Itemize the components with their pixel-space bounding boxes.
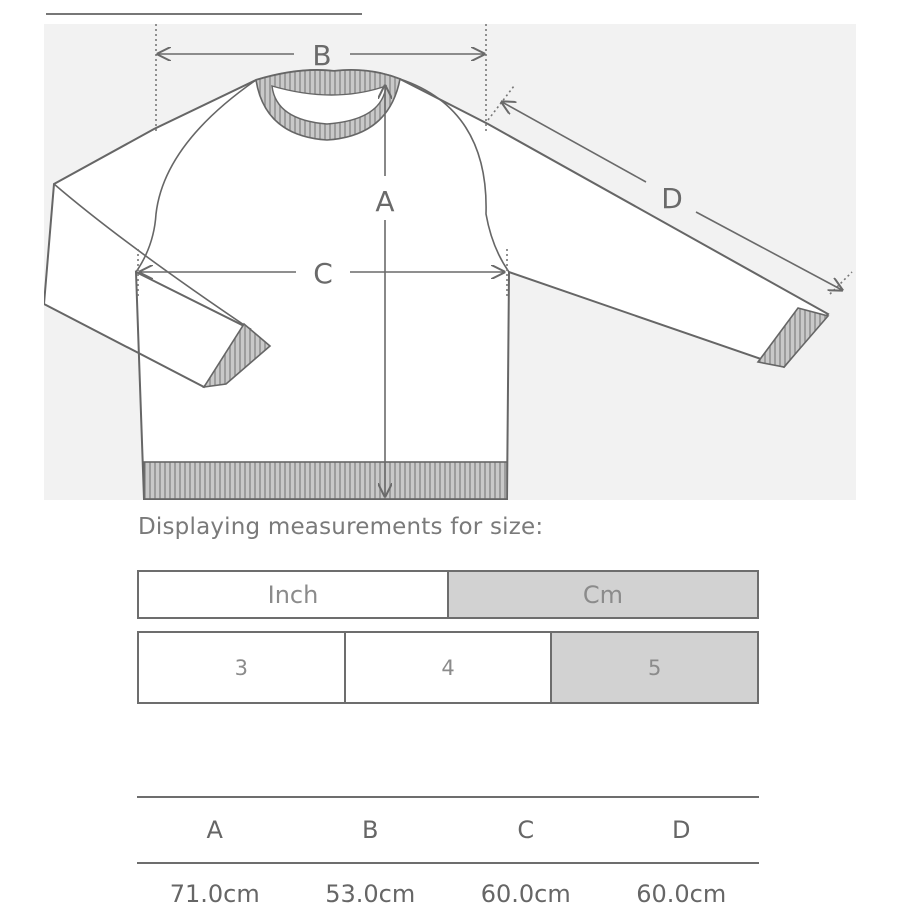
dim-label-b: B: [312, 39, 332, 72]
header-b: B: [362, 816, 379, 844]
top-divider: [46, 13, 362, 15]
sweater-outline: [44, 70, 828, 499]
dim-label-c: C: [313, 257, 333, 290]
measurement-table: [137, 796, 759, 908]
value-d: 60.0cm: [636, 880, 727, 908]
dim-label-d: D: [661, 182, 683, 215]
size-selector: [137, 631, 759, 704]
sweater-sketch: [44, 24, 856, 500]
garment-diagram: [44, 24, 856, 500]
unit-option-cm[interactable]: Cm: [447, 572, 757, 617]
value-b: 53.0cm: [325, 880, 416, 908]
value-a: 71.0cm: [169, 880, 260, 908]
header-c: C: [517, 816, 535, 844]
header-d: D: [672, 816, 691, 844]
size-caption: Displaying measurements for size:: [138, 514, 544, 540]
value-c: 60.0cm: [480, 880, 571, 908]
table-row: [137, 864, 759, 908]
size-option-5[interactable]: 5: [550, 633, 757, 702]
dim-label-a: A: [375, 185, 395, 218]
hem-rib: [144, 462, 507, 499]
table-header-row: [137, 798, 759, 862]
header-a: A: [206, 816, 223, 844]
size-option-4[interactable]: 4: [344, 633, 551, 702]
unit-option-inch[interactable]: Inch: [267, 580, 319, 609]
unit-toggle: [137, 570, 759, 619]
size-option-3[interactable]: 3: [139, 633, 344, 702]
